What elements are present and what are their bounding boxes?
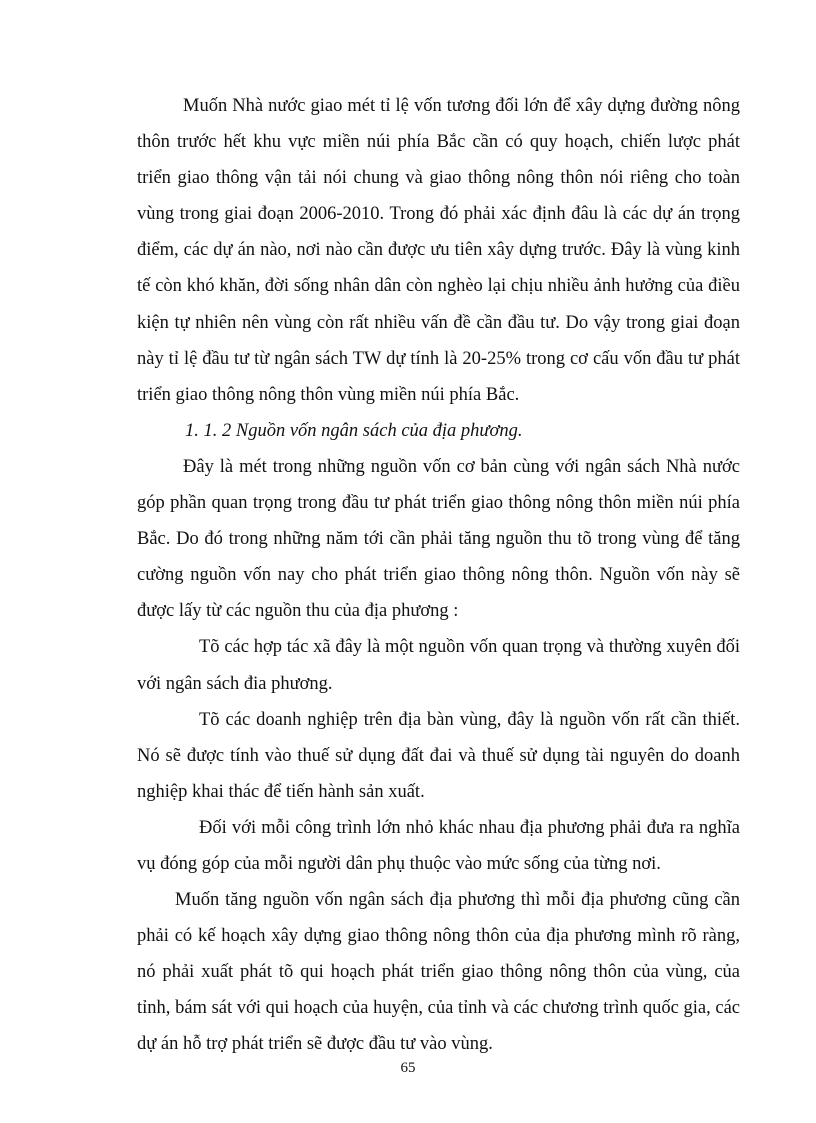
- body-text: [137, 88, 740, 1063]
- page-number: 65: [400, 1060, 416, 1076]
- section-heading: 1. 1. 2 Nguồn vốn ngân sách của địa phương.: [185, 420, 523, 441]
- paragraph-central-budget-plan: Muốn Nhà nước giao mét tỉ lệ vốn tương đối lớn để xây dựng đường nông thôn trước hết khu vực miền núi phía Bắc cần có quy hoạch, chiến lược phát triển giao thông vận tải nói chung và giao thông nông thôn nói riêng cho toàn vùng trong giai đoạn 2006-2010. Trong đó phải xác định đâu là các dự án trọng điểm, các dự án nào, nơi nào cần được ưu tiên xây dựng trước. Đây là vùng kinh tế còn khó khăn, đời sống nhân dân còn nghèo lại chịu nhiều ảnh hưởng của điều kiện tự nhiên nên vùng còn rất nhiều vấn đề cần đầu tư. Do vậy trong giai đoạn này tỉ lệ đầu tư từ ngân sách TW dự tính là 20-25% trong cơ cấu vốn đầu tư phát triển giao thông nông thôn vùng miền núi phía Bắc.: [137, 96, 740, 405]
- paragraph-local-budget-intro: Đây là mét trong những nguồn vốn cơ bản cùng với ngân sách Nhà nước góp phần quan trọng trong đầu tư phát triển giao thông nông thôn miền núi phía Bắc. Do đó trong những năm tới cần phải tăng nguồn thu tõ trong vùng để tăng cường nguồn vốn nay cho phát triển giao thông nông thôn. Nguồn vốn này sẽ được lấy từ các nguồn thu của địa phương :: [137, 456, 740, 622]
- paragraph-local-planning: Muốn tăng nguồn vốn ngân sách địa phương thì mỗi địa phương cũng cần phải có kế hoạch xây dựng giao thông nông thôn của địa phương mình rõ ràng, nó phải xuất phát tõ qui hoạch phát triển giao thông nông thôn của vùng, của tỉnh, bám sát với qui hoạch của huyện, của tỉnh và các chương trình quốc gia, các dự án hỗ trợ phát triển sẽ được đầu tư vào vùng.: [137, 890, 740, 1055]
- paragraph-citizen-contribution: Đối với mỗi công trình lớn nhỏ khác nhau địa phương phải đưa ra nghĩa vụ đóng góp của mỗi người dân phụ thuộc vào mức sống của từng nơi.: [137, 817, 740, 874]
- paragraph-cooperatives: Tõ các hợp tác xã đây là một nguồn vốn quan trọng và thường xuyên đối với ngân sách đia phương.: [137, 637, 740, 694]
- paragraph-enterprises: Tõ các doanh nghiệp trên địa bàn vùng, đây là nguồn vốn rất cần thiết. Nó sẽ được tính vào thuế sử dụng đất đai và thuế sử dụng tài nguyên do doanh nghiệp khai thác để tiến hành sản xuất.: [137, 709, 740, 802]
